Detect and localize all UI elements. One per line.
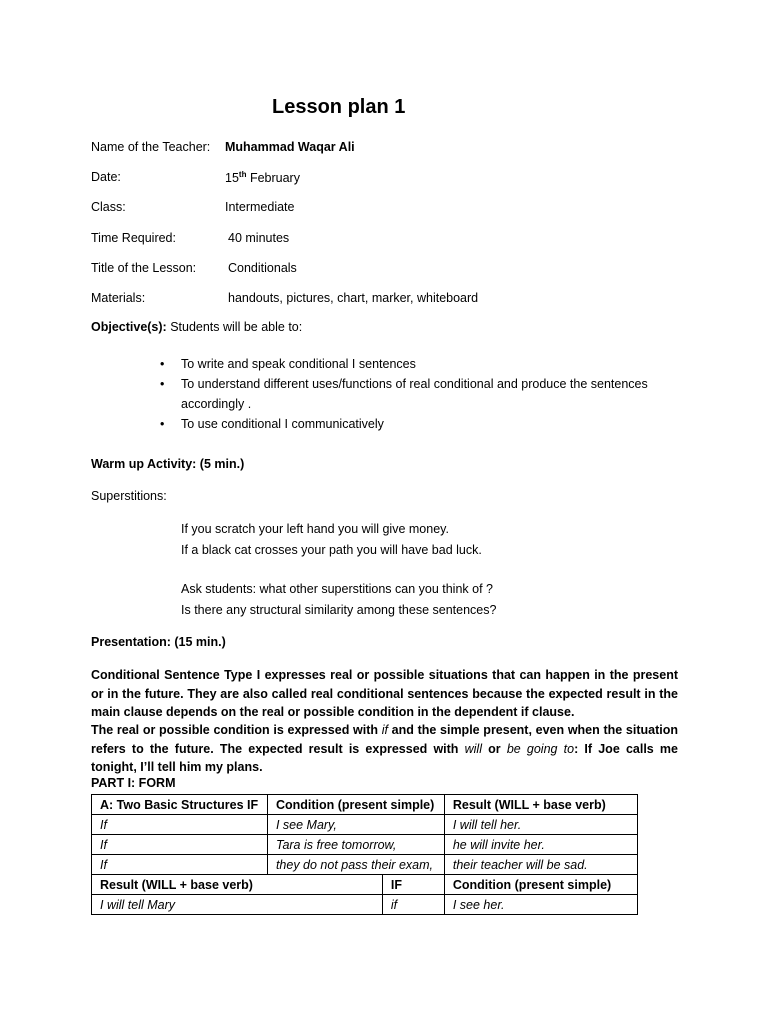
materials-label: Materials: <box>91 291 146 305</box>
ask-line: Is there any structural similarity among these sentences? <box>181 603 497 617</box>
page-title: Lesson plan 1 <box>272 96 406 118</box>
table-row <box>92 815 638 835</box>
table-header-cell: IF <box>382 875 444 895</box>
teacher-value: Muhammad Waqar Ali <box>225 140 355 154</box>
bullet-icon: • <box>160 377 165 391</box>
superstition-line: If you scratch your left hand you will give money. <box>181 522 449 536</box>
date-suffix: th <box>238 170 247 179</box>
objective-line <box>91 320 302 334</box>
table-row <box>92 855 638 875</box>
table-cell: If <box>92 855 268 875</box>
table-cell: I will tell Mary <box>92 895 383 915</box>
table-header-cell: Result (WILL + base verb) <box>444 795 637 815</box>
part-heading: PART I: FORM <box>91 776 176 790</box>
date-month: February <box>246 171 300 186</box>
table-cell: if <box>382 895 444 915</box>
ask-lines <box>181 579 496 621</box>
table-row <box>92 875 638 895</box>
table-cell: I see her. <box>444 895 637 915</box>
table-cell: If <box>92 835 268 855</box>
date-day: 15 <box>225 171 239 186</box>
table-header-cell: Condition (present simple) <box>267 795 444 815</box>
bullet-icon: • <box>160 417 165 431</box>
table-cell: If <box>92 815 268 835</box>
table-cell: they do not pass their exam, <box>267 855 444 875</box>
superstition-lines <box>181 519 482 561</box>
table-row <box>92 795 638 815</box>
table-cell: he will invite her. <box>444 835 637 855</box>
table-cell: Tara is free tomorrow, <box>267 835 444 855</box>
time-label: Time Required: <box>91 231 176 245</box>
lesson-title-label: Title of the Lesson: <box>91 261 197 275</box>
table-cell: I will tell her. <box>444 815 637 835</box>
class-value: Intermediate <box>225 200 295 214</box>
date-value <box>225 170 300 185</box>
objective-text: Students will be able to: <box>166 320 303 334</box>
table-header-cell: A: Two Basic Structures IF <box>92 795 268 815</box>
table-header-cell: Result (WILL + base verb) <box>92 875 383 895</box>
superstitions-label: Superstitions: <box>91 489 167 503</box>
list-item: • To write and speak conditional I sentences <box>160 354 680 374</box>
table-cell: their teacher will be sad. <box>444 855 637 875</box>
conditional-form-table <box>91 794 638 915</box>
class-label: Class: <box>91 200 126 214</box>
bullet-icon: • <box>160 357 165 371</box>
objective-bullets <box>160 354 680 434</box>
time-value: 40 minutes <box>228 231 290 245</box>
superstition-line: If a black cat crosses your path you will have bad luck. <box>181 543 482 557</box>
lesson-title-value: Conditionals <box>228 261 297 275</box>
table-cell: I see Mary, <box>267 815 444 835</box>
materials-value: handouts, pictures, chart, marker, whiteboard <box>228 291 479 305</box>
presentation-paragraph-1: Conditional Sentence Type I expresses real or possible situations that can happen in the present or in the future. They are also called real conditional sentences because the expected result in the main clause depends on the real or possible condition in the dependent if clause. <box>91 668 678 719</box>
table-row <box>92 835 638 855</box>
table-header-cell: Condition (present simple) <box>444 875 637 895</box>
ask-line: Ask students: what other superstitions can you think of ? <box>181 582 493 596</box>
date-label: Date: <box>91 170 121 184</box>
warmup-heading: Warm up Activity: (5 min.) <box>91 457 245 471</box>
objective-label: Objective(s): <box>91 320 167 334</box>
teacher-label: Name of the Teacher: <box>91 140 211 154</box>
table-row <box>92 895 638 915</box>
presentation-heading: Presentation: (15 min.) <box>91 635 226 649</box>
presentation-paragraph-2: The real or possible condition is expressed with if and the simple present, even when the situation refers to the future. The expected result is expressed with will or be going to: If Joe calls me tonight, I’ll tell him my plans. <box>91 723 678 774</box>
list-item: • To use conditional I communicatively <box>160 414 680 434</box>
list-item: • To understand different uses/functions of real conditional and produce the sentences accordingly . <box>160 374 680 414</box>
